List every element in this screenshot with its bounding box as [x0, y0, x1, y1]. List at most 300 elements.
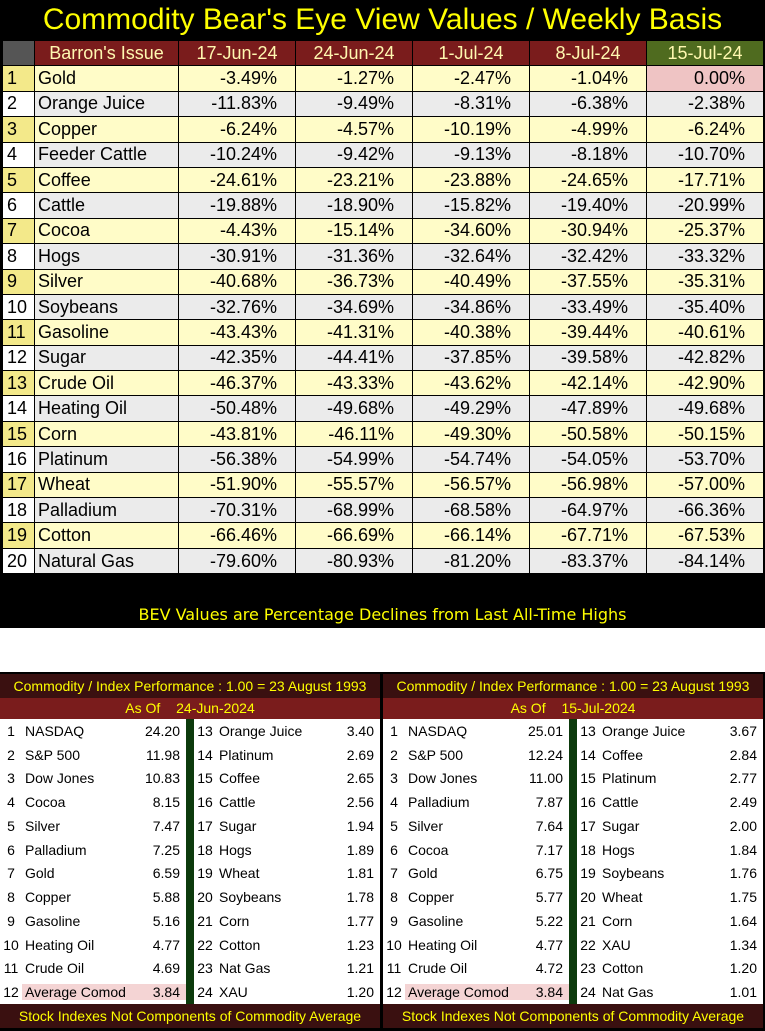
list-item	[577, 814, 763, 838]
bev-value: -50.48%	[179, 396, 296, 421]
bev-value: -42.82%	[647, 345, 764, 370]
item-value: 2.49	[729, 794, 757, 811]
item-value: 5.77	[535, 889, 563, 906]
commodity-name: Crude Oil	[35, 371, 179, 396]
rank-number: 14	[197, 746, 213, 763]
item-value: 7.25	[152, 841, 180, 858]
item-label: Corn	[602, 912, 633, 929]
item-value: 2.00	[729, 817, 757, 834]
page-title: Commodity Bear's Eye View Values / Weekly Basis	[42, 3, 723, 36]
item-value: 7.47	[152, 817, 180, 834]
rank-number: 17	[580, 817, 596, 834]
rank-number: 13	[197, 722, 213, 739]
rank-number: 15	[580, 770, 596, 787]
item-label: Gasoline	[25, 912, 81, 929]
list-item	[0, 743, 186, 767]
bev-value: -8.18%	[530, 142, 647, 167]
row-rank: 13	[3, 371, 35, 396]
table-row	[3, 269, 764, 294]
bev-value: -39.58%	[530, 345, 647, 370]
item-value: 1.23	[346, 936, 374, 953]
bev-value: -66.46%	[179, 523, 296, 548]
bev-value: -70.31%	[179, 498, 296, 523]
bev-value: -68.99%	[296, 498, 413, 523]
rank-number: 20	[197, 889, 213, 906]
commodity-name: Natural Gas	[35, 548, 179, 573]
item-value: 3.40	[346, 722, 374, 739]
bev-value: -50.15%	[647, 421, 764, 446]
rank-number: 22	[580, 936, 596, 953]
rank-number: 3	[390, 770, 398, 787]
table-row	[3, 66, 764, 91]
panel-left-column	[0, 719, 186, 1004]
bev-value: -9.42%	[296, 142, 413, 167]
bev-value: -84.14%	[647, 548, 764, 573]
row-rank: 17	[3, 472, 35, 497]
as-of-label: As Of	[510, 700, 546, 716]
list-item	[577, 838, 763, 862]
row-rank: 2	[3, 91, 35, 116]
corner-cell	[3, 41, 35, 66]
bev-value: -66.69%	[296, 523, 413, 548]
rank-number: 8	[390, 889, 398, 906]
item-label: Soybeans	[219, 889, 282, 906]
table-row	[3, 345, 764, 370]
rank-number: 21	[580, 912, 596, 929]
item-label: Wheat	[602, 889, 643, 906]
bev-value: -83.37%	[530, 548, 647, 573]
rank-number: 6	[390, 841, 398, 858]
item-label: Coffee	[602, 746, 643, 763]
table-row	[3, 421, 764, 446]
bev-value: -25.37%	[647, 218, 764, 243]
bev-value: -30.91%	[179, 244, 296, 269]
bev-value: -17.71%	[647, 167, 764, 192]
item-label: Average Comod	[22, 984, 132, 1000]
list-item	[194, 790, 380, 814]
item-value: 1.20	[729, 960, 757, 977]
bev-value: -4.99%	[530, 117, 647, 142]
bev-value: -30.94%	[530, 218, 647, 243]
bev-value: -56.98%	[530, 472, 647, 497]
table-row	[3, 472, 764, 497]
bev-value: -50.58%	[530, 421, 647, 446]
rank-number: 22	[197, 936, 213, 953]
bev-value: -40.68%	[179, 269, 296, 294]
bev-value: -20.99%	[647, 193, 764, 218]
item-value: 24.20	[144, 722, 180, 739]
rank-number: 11	[386, 960, 402, 977]
bev-value: -4.43%	[179, 218, 296, 243]
panel-body	[383, 719, 763, 1004]
list-item	[0, 838, 186, 862]
item-value: 1.76	[729, 865, 757, 882]
list-item	[194, 909, 380, 933]
item-label: Soybeans	[602, 865, 665, 882]
bev-value: -43.62%	[413, 371, 530, 396]
item-label: Platinum	[219, 746, 274, 763]
bev-value: -80.93%	[296, 548, 413, 573]
row-rank: 9	[3, 269, 35, 294]
panel-body	[0, 719, 380, 1004]
bev-value: -43.33%	[296, 371, 413, 396]
bev-value: -19.40%	[530, 193, 647, 218]
item-value: 1.34	[729, 936, 757, 953]
rank-number: 10	[3, 936, 19, 953]
column-header: 17-Jun-24	[179, 41, 296, 66]
table-row	[3, 142, 764, 167]
rank-number: 5	[7, 817, 15, 834]
item-label: Palladium	[25, 841, 87, 858]
bev-value: -67.53%	[647, 523, 764, 548]
bev-value: -37.55%	[530, 269, 647, 294]
column-header: 24-Jun-24	[296, 41, 413, 66]
item-label: S&P 500	[408, 746, 464, 763]
item-value: 3.84	[515, 984, 569, 1000]
commodity-name: Palladium	[35, 498, 179, 523]
item-label: Palladium	[408, 794, 470, 811]
bev-value: -9.49%	[296, 91, 413, 116]
rank-number: 24	[580, 984, 596, 1001]
table-row	[3, 447, 764, 472]
item-value: 6.75	[535, 865, 563, 882]
bev-value: -9.13%	[413, 142, 530, 167]
bev-value: -81.20%	[413, 548, 530, 573]
bev-value: -24.65%	[530, 167, 647, 192]
item-label: Heating Oil	[25, 936, 95, 953]
list-item	[577, 862, 763, 886]
list-item	[194, 862, 380, 886]
item-value: 2.65	[346, 770, 374, 787]
bev-value: -43.81%	[179, 421, 296, 446]
bev-value: -40.61%	[647, 320, 764, 345]
item-value: 6.59	[152, 865, 180, 882]
table-row	[3, 244, 764, 269]
rank-number: 4	[390, 794, 398, 811]
list-item	[0, 767, 186, 791]
bev-value: -56.57%	[413, 472, 530, 497]
item-label: Average Comod	[405, 984, 515, 1000]
row-rank: 18	[3, 498, 35, 523]
item-label: Crude Oil	[25, 960, 85, 977]
rank-number: 8	[7, 889, 15, 906]
item-label: Orange Juice	[602, 722, 686, 739]
item-value: 5.88	[152, 889, 180, 906]
bev-value: -23.21%	[296, 167, 413, 192]
bev-value: -42.90%	[647, 371, 764, 396]
rank-number: 19	[580, 865, 596, 882]
list-item	[0, 909, 186, 933]
rank-number: 20	[580, 889, 596, 906]
item-label: Heating Oil	[408, 936, 478, 953]
row-rank: 6	[3, 193, 35, 218]
rank-number: 1	[390, 722, 398, 739]
row-rank: 20	[3, 548, 35, 573]
rank-number: 12	[386, 984, 402, 1001]
performance-panel-jun	[0, 674, 380, 1028]
list-item	[194, 980, 380, 1004]
bev-table	[2, 40, 764, 574]
bev-value: -66.14%	[413, 523, 530, 548]
item-value: 1.64	[729, 912, 757, 929]
commodity-name: Copper	[35, 117, 179, 142]
commodity-name: Cattle	[35, 193, 179, 218]
commodity-name: Corn	[35, 421, 179, 446]
bev-value: -55.57%	[296, 472, 413, 497]
list-item	[383, 719, 569, 743]
item-value: 7.17	[535, 841, 563, 858]
rank-number: 9	[7, 912, 15, 929]
row-rank: 14	[3, 396, 35, 421]
column-header: 1-Jul-24	[413, 41, 530, 66]
bev-value: -10.70%	[647, 142, 764, 167]
item-label: Nat Gas	[602, 984, 654, 1001]
item-value: 1.21	[346, 960, 374, 977]
list-item	[0, 790, 186, 814]
item-value: 1.01	[729, 984, 757, 1001]
bev-value: -54.99%	[296, 447, 413, 472]
item-value: 2.84	[729, 746, 757, 763]
table-row	[3, 218, 764, 243]
item-label: Coffee	[219, 770, 260, 787]
rank-number: 5	[390, 817, 398, 834]
bev-note: BEV Values are Percentage Declines from Last All-Time Highs	[138, 605, 627, 624]
list-item	[577, 957, 763, 981]
row-rank: 8	[3, 244, 35, 269]
bev-value: -49.68%	[647, 396, 764, 421]
bev-value: -64.97%	[530, 498, 647, 523]
table-row	[3, 396, 764, 421]
bev-value: -1.27%	[296, 66, 413, 91]
as-of-label: As Of	[125, 700, 161, 716]
bev-value: -15.14%	[296, 218, 413, 243]
list-item	[577, 790, 763, 814]
item-value: 11.98	[146, 746, 180, 763]
item-value: 4.69	[152, 960, 180, 977]
bev-value: -6.24%	[647, 117, 764, 142]
item-label: Sugar	[219, 817, 257, 834]
bev-value: -19.88%	[179, 193, 296, 218]
list-item	[383, 862, 569, 886]
rank-number: 4	[7, 794, 15, 811]
list-item	[383, 743, 569, 767]
bev-value: -57.00%	[647, 472, 764, 497]
list-item	[383, 885, 569, 909]
commodity-name: Cocoa	[35, 218, 179, 243]
bev-value: -68.58%	[413, 498, 530, 523]
bev-value: -33.32%	[647, 244, 764, 269]
table-row	[3, 548, 764, 573]
row-rank: 16	[3, 447, 35, 472]
item-label: Gold	[25, 865, 55, 882]
bev-value: -18.90%	[296, 193, 413, 218]
item-label: NASDAQ	[25, 722, 85, 739]
item-value: 3.67	[729, 722, 757, 739]
bev-value: -2.47%	[413, 66, 530, 91]
performance-panel-jul	[383, 674, 763, 1028]
item-value: 1.77	[346, 912, 374, 929]
panel-as-of	[383, 698, 763, 719]
list-item	[194, 957, 380, 981]
bev-body	[3, 66, 764, 574]
commodity-name: Platinum	[35, 447, 179, 472]
table-row	[3, 193, 764, 218]
item-value: 11.00	[529, 770, 563, 787]
item-label: S&P 500	[25, 746, 81, 763]
bev-value: -49.29%	[413, 396, 530, 421]
table-row	[3, 523, 764, 548]
bev-value: -40.38%	[413, 320, 530, 345]
rank-number: 21	[197, 912, 213, 929]
rank-number: 10	[386, 936, 402, 953]
item-label: Corn	[219, 912, 250, 929]
bev-value: -3.49%	[179, 66, 296, 91]
item-value: 8.15	[152, 794, 180, 811]
bev-value: -79.60%	[179, 548, 296, 573]
row-rank: 5	[3, 167, 35, 192]
table-row	[3, 167, 764, 192]
item-value: 2.56	[346, 794, 374, 811]
row-rank: 15	[3, 421, 35, 446]
bev-value: -41.31%	[296, 320, 413, 345]
item-label: Cattle	[602, 794, 639, 811]
item-label: Cocoa	[408, 841, 449, 858]
panel-as-of	[0, 698, 380, 719]
item-label: Gold	[408, 865, 438, 882]
commodity-name: Sugar	[35, 345, 179, 370]
list-item	[0, 885, 186, 909]
table-row	[3, 117, 764, 142]
column-divider	[186, 719, 194, 1004]
row-rank: 1	[3, 66, 35, 91]
rank-number: 24	[197, 984, 213, 1001]
item-label: Silver	[408, 817, 444, 834]
item-label: Silver	[25, 817, 61, 834]
bev-value: -53.70%	[647, 447, 764, 472]
item-label: XAU	[219, 984, 248, 1001]
rank-number: 6	[7, 841, 15, 858]
item-value: 1.20	[346, 984, 374, 1001]
list-item	[0, 933, 186, 957]
commodity-name: Wheat	[35, 472, 179, 497]
rank-number: 19	[197, 865, 213, 882]
panel-header: Commodity / Index Performance : 1.00 = 23 August 1993	[0, 674, 380, 698]
commodity-name: Cotton	[35, 523, 179, 548]
bev-value: -34.60%	[413, 218, 530, 243]
bev-value: -6.24%	[179, 117, 296, 142]
bev-value: -2.38%	[647, 91, 764, 116]
item-label: Copper	[408, 889, 454, 906]
bev-value: -35.31%	[647, 269, 764, 294]
item-value: 25.01	[527, 722, 563, 739]
item-value: 4.77	[152, 936, 180, 953]
bev-value: -15.82%	[413, 193, 530, 218]
bev-value: -36.73%	[296, 269, 413, 294]
item-value: 1.94	[346, 817, 374, 834]
commodity-name: Gold	[35, 66, 179, 91]
table-row	[3, 498, 764, 523]
item-value: 4.72	[535, 960, 563, 977]
bev-value: -37.85%	[413, 345, 530, 370]
item-label: Cattle	[219, 794, 256, 811]
bev-value: -42.14%	[530, 371, 647, 396]
as-of-date: 15-Jul-2024	[561, 700, 636, 716]
list-item	[577, 719, 763, 743]
panel-header: Commodity / Index Performance : 1.00 = 23 August 1993	[383, 674, 763, 698]
item-label: Gasoline	[408, 912, 464, 929]
list-item	[194, 838, 380, 862]
item-value: 12.24	[527, 746, 563, 763]
bev-value: 0.00%	[647, 66, 764, 91]
list-item	[383, 767, 569, 791]
list-item	[0, 957, 186, 981]
commodity-name: Feeder Cattle	[35, 142, 179, 167]
bev-value: -35.40%	[647, 294, 764, 319]
row-rank: 12	[3, 345, 35, 370]
item-value: 7.64	[535, 817, 563, 834]
item-label: XAU	[602, 936, 631, 953]
bev-value: -47.89%	[530, 396, 647, 421]
item-value: 4.77	[535, 936, 563, 953]
list-item	[0, 862, 186, 886]
item-label: Hogs	[219, 841, 252, 858]
commodity-name: Gasoline	[35, 320, 179, 345]
bev-value: -51.90%	[179, 472, 296, 497]
rank-number: 2	[7, 746, 15, 763]
rank-number: 17	[197, 817, 213, 834]
item-value: 3.84	[132, 984, 186, 1000]
item-label: Platinum	[602, 770, 657, 787]
column-header: 15-Jul-24	[647, 41, 764, 66]
rank-number: 18	[197, 841, 213, 858]
bev-value: -46.11%	[296, 421, 413, 446]
item-value: 5.16	[152, 912, 180, 929]
bev-value: -34.69%	[296, 294, 413, 319]
list-item	[577, 885, 763, 909]
commodity-name: Silver	[35, 269, 179, 294]
bev-value: -43.43%	[179, 320, 296, 345]
item-label: Sugar	[602, 817, 640, 834]
commodity-name: Coffee	[35, 167, 179, 192]
bev-value: -40.49%	[413, 269, 530, 294]
bev-value: -6.38%	[530, 91, 647, 116]
list-item	[0, 719, 186, 743]
column-header: 8-Jul-24	[530, 41, 647, 66]
commodity-name: Soybeans	[35, 294, 179, 319]
panel-footer: Stock Indexes Not Components of Commodity Average	[0, 1004, 380, 1028]
rank-number: 23	[197, 960, 213, 977]
panel-footer: Stock Indexes Not Components of Commodity Average	[383, 1004, 763, 1028]
bev-value: -54.05%	[530, 447, 647, 472]
bev-value: -44.41%	[296, 345, 413, 370]
bev-value: -42.35%	[179, 345, 296, 370]
item-value: 1.75	[729, 889, 757, 906]
row-rank: 3	[3, 117, 35, 142]
bev-value: -49.68%	[296, 396, 413, 421]
list-item	[383, 957, 569, 981]
row-rank: 10	[3, 294, 35, 319]
rank-number: 16	[197, 794, 213, 811]
bev-value: -10.24%	[179, 142, 296, 167]
item-label: Cocoa	[25, 794, 66, 811]
rank-number: 11	[3, 960, 19, 977]
item-label: Dow Jones	[25, 770, 95, 787]
row-rank: 4	[3, 142, 35, 167]
bev-value: -31.36%	[296, 244, 413, 269]
bev-value: -39.44%	[530, 320, 647, 345]
list-item	[577, 909, 763, 933]
item-value: 1.84	[729, 841, 757, 858]
